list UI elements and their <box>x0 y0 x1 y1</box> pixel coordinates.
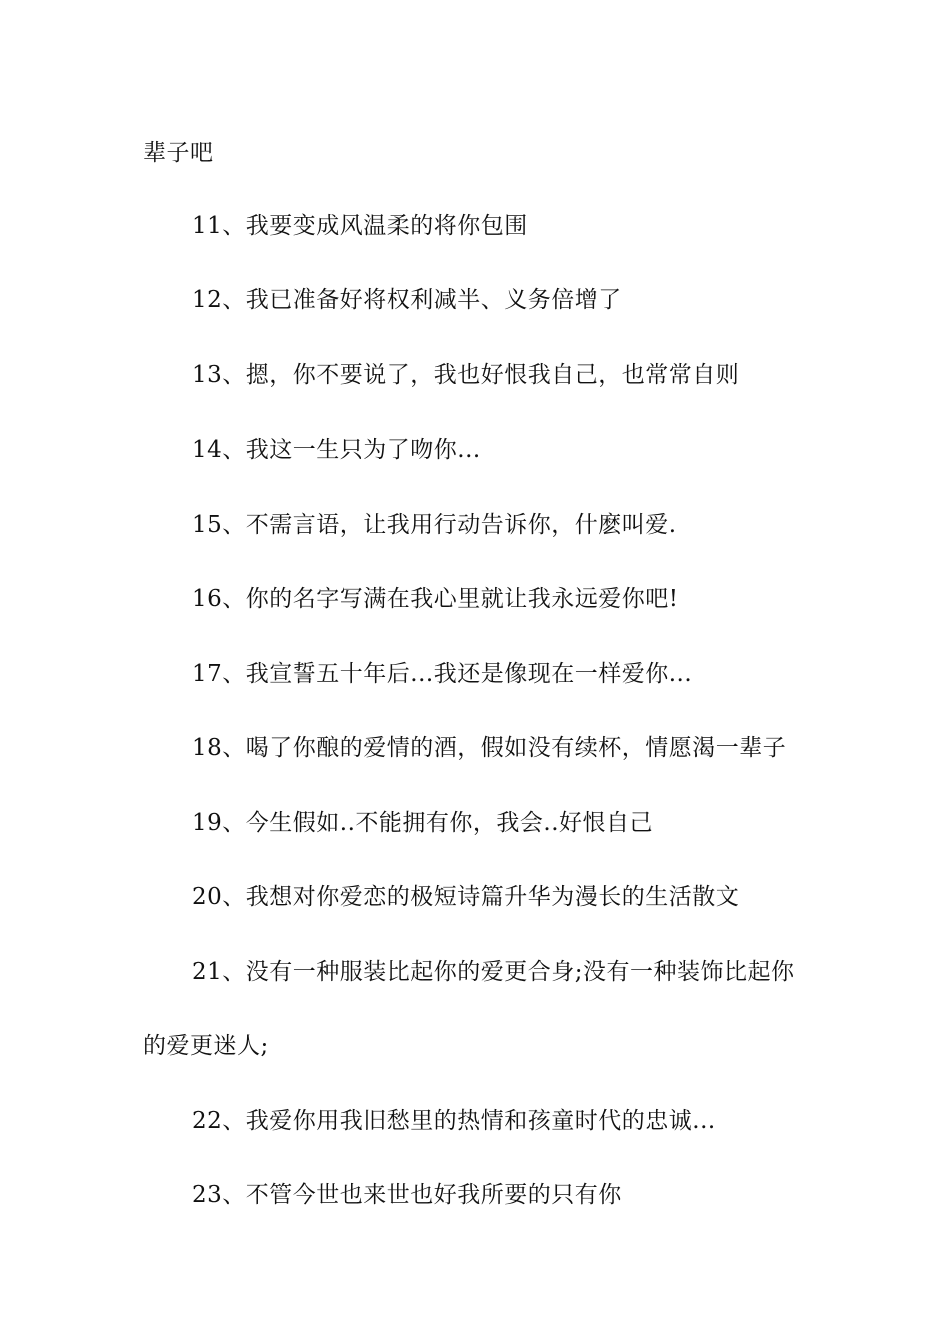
list-item-13: 13、摁，你不要说了，我也好恨我自己，也常常自则 <box>192 362 740 388</box>
list-item-17: 17、我宣誓五十年后...我还是像现在一样爱你... <box>192 661 693 687</box>
list-item-22: 22、我爱你用我旧愁里的热情和孩童时代的忠诚... <box>192 1108 716 1134</box>
list-item-15: 15、不需言语，让我用行动告诉你，什麽叫爱. <box>192 512 677 538</box>
list-item-16: 16、你的名字写满在我心里就让我永远爱你吧! <box>192 586 679 612</box>
text-line-continuation: 辈子吧 <box>143 140 214 166</box>
list-item-14: 14、我这一生只为了吻你... <box>192 437 481 463</box>
list-item-19: 19、今生假如..不能拥有你，我会..好恨自己 <box>192 810 654 836</box>
list-item-21: 21、没有一种服装比起你的爱更合身;没有一种装饰比起你 <box>192 959 795 985</box>
list-item-18: 18、喝了你酿的爱情的酒，假如没有续杯，情愿渴一辈子 <box>192 735 787 761</box>
list-item-21-continued: 的爱更迷人; <box>143 1033 269 1059</box>
list-item-23: 23、不管今世也来世也好我所要的只有你 <box>192 1182 622 1208</box>
list-item-11: 11、我要变成风温柔的将你包围 <box>192 213 528 239</box>
list-item-20: 20、我想对你爱恋的极短诗篇升华为漫长的生活散文 <box>192 884 740 910</box>
list-item-12: 12、我已准备好将权利减半、义务倍增了 <box>192 287 622 313</box>
